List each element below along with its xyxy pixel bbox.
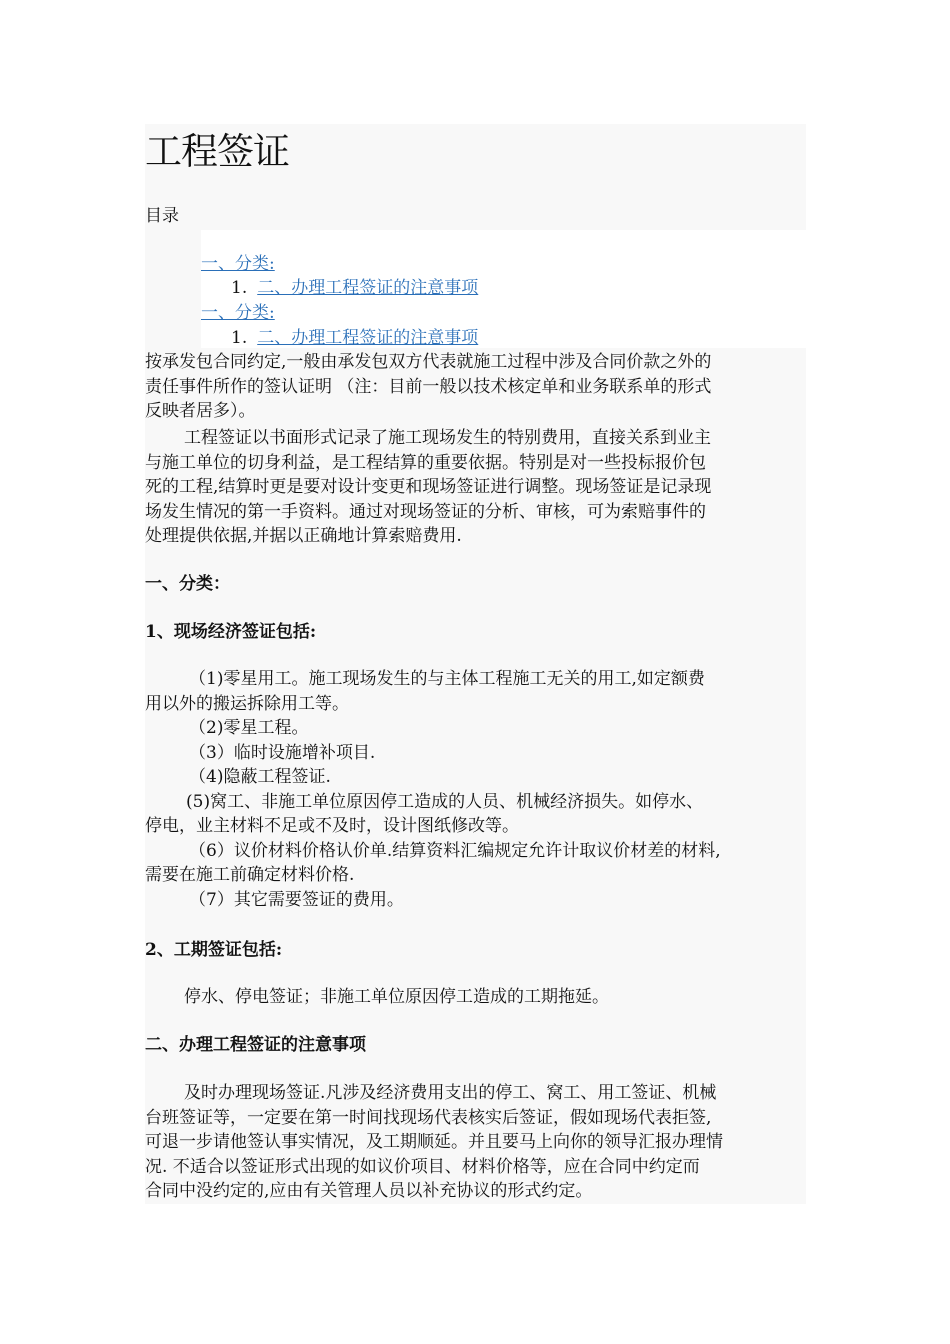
text-line: 场发生情况的第一手资料。通过对现场签证的分析、审核，可为索赔事件的 <box>145 501 706 522</box>
section-heading-classification: 一、分类： <box>145 574 230 594</box>
text-line: 合同中没约定的,应由有关管理人员以补充协议的形式约定。 <box>145 1181 593 1201</box>
text-line: 台班签证等，一定要在第一时间找现场代表核实后签证，假如现场代表拒签, <box>145 1107 712 1128</box>
list-item-continuation: 用以外的搬运拆除用工等。 <box>145 693 349 714</box>
item-list <box>145 667 806 912</box>
list-item: （7）其它需要签证的费用。 <box>189 889 404 910</box>
subheading-schedule-visa: 2、工期签证包括: <box>145 940 283 960</box>
toc-number: 1. <box>231 328 248 348</box>
body-paragraph <box>145 426 806 549</box>
intro-paragraph <box>145 350 806 424</box>
document-page <box>145 124 806 1204</box>
list-item: （3）临时设施增补项目. <box>189 742 376 763</box>
text-line: 处理提供依据,并据以正确地计算索赔费用. <box>145 526 462 546</box>
text-line: 及时办理现场签证.凡涉及经济费用支出的停工、窝工、用工签证、机械 <box>184 1083 717 1103</box>
subheading-economic-visa: 1、现场经济签证包括: <box>145 622 317 642</box>
text-line: 按承发包合同约定,一般由承发包双方代表就施工过程中涉及合同价款之外的 <box>145 352 712 372</box>
toc-entry-classification-2 <box>201 301 275 325</box>
list-item-continuation: 停电，业主材料不足或不及时，设计图纸修改等。 <box>145 816 519 836</box>
toc-link-classification[interactable]: 一、分类: <box>201 254 275 274</box>
toc-link-notes-2[interactable]: 二、办理工程签证的注意事项 <box>257 328 479 348</box>
text-line: 况. 不适合以签证形式出现的如议价项目、材料价格等，应在合同中约定而 <box>145 1156 700 1177</box>
document-title: 工程签证 <box>145 130 289 173</box>
toc-entry-notes-2 <box>231 326 478 350</box>
list-item: （4)隐蔽工程签证. <box>189 767 331 787</box>
list-item: (5)窝工、非施工单位原因停工造成的人员、机械经济损失。如停水、 <box>186 791 704 812</box>
text-line: 与施工单位的切身利益，是工程结算的重要依据。特别是对一些投标报价包 <box>145 452 706 473</box>
notes-paragraph <box>145 1081 806 1204</box>
list-item: （1)零星用工。施工现场发生的与主体工程施工无关的用工,如定额费 <box>189 669 705 689</box>
list-item: （2)零星工程。 <box>189 718 309 738</box>
schedule-visa-text: 停水、停电签证；非施工单位原因停工造成的工期拖延。 <box>184 987 609 1007</box>
toc-entry-notes <box>231 276 478 300</box>
text-line: 可退一步请他签认事实情况，及工期顺延。并且要马上向你的领导汇报办理情 <box>145 1132 723 1152</box>
toc-link-notes[interactable]: 二、办理工程签证的注意事项 <box>257 278 479 298</box>
toc-entry-classification <box>201 252 275 276</box>
toc-number: 1. <box>231 278 248 298</box>
text-line: 死的工程,结算时更是要对设计变更和现场签证进行调整。现场签证是记录现 <box>145 477 712 497</box>
toc-label: 目录 <box>145 206 179 226</box>
toc-link-classification-2[interactable]: 一、分类: <box>201 303 275 323</box>
text-line: 责任事件所作的签认证明 （注：目前一般以技术核定单和业务联系单的形式 <box>145 376 712 397</box>
list-item: （6）议价材料价格认价单.结算资料汇编规定允许计取议价材差的材料, <box>189 840 721 861</box>
list-item-continuation: 需要在施工前确定材料价格. <box>145 865 355 885</box>
text-line: 反映者居多）。 <box>145 401 256 421</box>
section-heading-notes: 二、办理工程签证的注意事项 <box>145 1035 366 1055</box>
text-line: 工程签证以书面形式记录了施工现场发生的特别费用，直接关系到业主 <box>184 428 711 448</box>
